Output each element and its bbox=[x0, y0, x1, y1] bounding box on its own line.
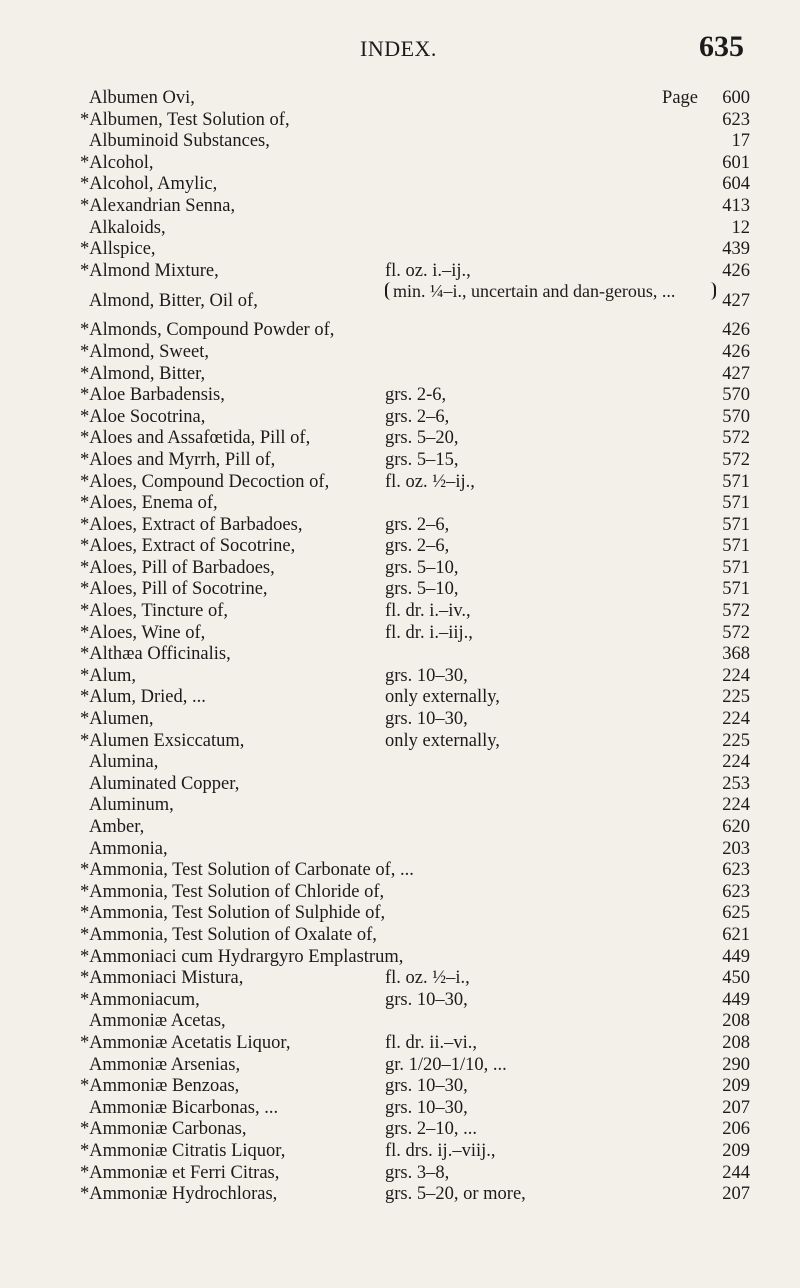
index-entry bbox=[80, 385, 750, 407]
entry-dose: fl. dr. ii.–vi., bbox=[385, 1032, 477, 1053]
index-entry bbox=[80, 925, 750, 947]
entry-page-number: 203 bbox=[722, 838, 750, 859]
entry-page-number: 426 bbox=[722, 320, 750, 341]
index-entries bbox=[80, 88, 750, 1206]
index-entry bbox=[80, 364, 750, 386]
index-entry bbox=[80, 709, 750, 731]
entry-page-number: 208 bbox=[722, 1032, 750, 1053]
entry-name: *Aloes, Pill of Socotrine, bbox=[80, 579, 268, 600]
entry-dose: grs. 5–15, bbox=[385, 449, 459, 470]
entry-dose: grs. 10–30, bbox=[385, 989, 468, 1010]
index-entry bbox=[80, 1098, 750, 1120]
index-entry bbox=[80, 882, 750, 904]
entry-name: *Ammoniæ et Ferri Citras, bbox=[80, 1162, 280, 1183]
index-entry bbox=[80, 752, 750, 774]
entry-dose: grs. 2–10, ... bbox=[385, 1119, 477, 1140]
index-entry bbox=[80, 558, 750, 580]
entry-page-number: 450 bbox=[722, 968, 750, 989]
entry-page-number: 623 bbox=[722, 860, 750, 881]
entry-page-number: 427 bbox=[722, 363, 750, 384]
index-entry bbox=[80, 903, 750, 925]
index-entry bbox=[80, 218, 750, 240]
index-entry bbox=[80, 153, 750, 175]
page-column-label: Page bbox=[662, 88, 698, 108]
entry-page-number: 571 bbox=[722, 514, 750, 535]
entry-dose: grs. 10–30, bbox=[385, 665, 468, 686]
index-entry bbox=[80, 968, 750, 990]
entry-page-number: 571 bbox=[722, 579, 750, 600]
entry-page-number: 601 bbox=[722, 152, 750, 173]
index-entry bbox=[80, 450, 750, 472]
entry-page-number: 368 bbox=[722, 644, 750, 665]
entry-name: *Ammoniæ Carbonas, bbox=[80, 1119, 247, 1140]
entry-name: *Almond, Sweet, bbox=[80, 341, 209, 362]
entry-dose: gr. 1/20–1/10, ... bbox=[385, 1054, 507, 1075]
entry-dose: grs. 3–8, bbox=[385, 1162, 450, 1183]
entry-name: Aluminum, bbox=[89, 795, 174, 816]
entry-page-number: 625 bbox=[722, 903, 750, 924]
index-entry bbox=[80, 1184, 750, 1206]
entry-page-number: 427 bbox=[722, 291, 750, 312]
entry-name: *Alexandrian Senna, bbox=[80, 195, 236, 216]
index-entry bbox=[80, 1076, 750, 1098]
entry-page-number: 17 bbox=[731, 131, 750, 152]
index-entry bbox=[80, 623, 750, 645]
entry-name: *Almonds, Compound Powder of, bbox=[80, 320, 335, 341]
index-entry bbox=[80, 1011, 750, 1033]
entry-name: *Aloes and Assafœtida, Pill of, bbox=[80, 428, 311, 449]
index-entry bbox=[80, 110, 750, 132]
entry-dose: fl. oz. ½–i., bbox=[385, 968, 470, 989]
index-entry bbox=[80, 536, 750, 558]
index-entry bbox=[80, 839, 750, 861]
entry-dose: grs. 2-6, bbox=[385, 385, 447, 406]
entry-name: *Albumen, Test Solution of, bbox=[80, 109, 290, 130]
entry-page-number: 604 bbox=[722, 174, 750, 195]
entry-name: *Allspice, bbox=[80, 239, 156, 260]
index-entry bbox=[80, 1119, 750, 1141]
entry-name: *Alumen Exsiccatum, bbox=[80, 730, 245, 751]
entry-page-number: 253 bbox=[722, 773, 750, 794]
entry-name: *Almond Mixture, bbox=[80, 260, 219, 281]
entry-dose: only externally, bbox=[385, 687, 500, 708]
index-entry bbox=[80, 261, 750, 283]
entry-dose: fl. drs. ij.–viij., bbox=[385, 1140, 496, 1161]
entry-name: Amber, bbox=[89, 817, 145, 837]
entry-page-number: 209 bbox=[722, 1076, 750, 1097]
entry-page-number: 208 bbox=[722, 1011, 750, 1032]
index-entry bbox=[80, 947, 750, 969]
entry-name: *Aloes and Myrrh, Pill of, bbox=[80, 449, 276, 470]
entry-dose: min. ¼–i., uncertain and dan-gerous, ... bbox=[385, 282, 716, 300]
entry-name: *Ammonia, Test Solution of Sulphide of, bbox=[80, 903, 386, 924]
entry-name: *Aloes, Wine of, bbox=[80, 622, 206, 643]
entry-name: *Alum, bbox=[80, 665, 137, 686]
entry-name: Ammoniæ Arsenias, bbox=[89, 1054, 241, 1075]
entry-page-number: 206 bbox=[722, 1119, 750, 1140]
index-entry bbox=[80, 407, 750, 429]
entry-name: Albumen Ovi, bbox=[89, 88, 195, 108]
entry-page-number: 413 bbox=[722, 195, 750, 216]
entry-page-number: 570 bbox=[722, 385, 750, 406]
entry-name: *Ammoniæ Acetatis Liquor, bbox=[80, 1032, 291, 1053]
index-entry bbox=[80, 644, 750, 666]
entry-page-number: 244 bbox=[722, 1162, 750, 1183]
index-entry bbox=[80, 320, 750, 342]
entry-page-number: 572 bbox=[722, 622, 750, 643]
entry-page-number: 623 bbox=[722, 881, 750, 902]
entry-dose: only externally, bbox=[385, 730, 500, 751]
entry-page-number: 572 bbox=[722, 601, 750, 622]
index-entry bbox=[80, 795, 750, 817]
entry-dose: grs. 10–30, bbox=[385, 1076, 468, 1097]
entry-name: *Almond, Bitter, bbox=[80, 363, 206, 384]
entry-page-number: 620 bbox=[722, 817, 750, 837]
entry-name: *Aloe Socotrina, bbox=[80, 406, 206, 427]
entry-name: *Alumen, bbox=[80, 709, 154, 730]
entry-page-number: 571 bbox=[722, 557, 750, 578]
entry-name: Ammoniæ Bicarbonas, ... bbox=[89, 1097, 279, 1118]
entry-page-number: 426 bbox=[722, 341, 750, 362]
entry-page-number: 224 bbox=[722, 665, 750, 686]
entry-name: *Ammonia, Test Solution of Carbonate of, ... bbox=[80, 860, 414, 881]
entry-name: *Aloes, Pill of Barbadoes, bbox=[80, 557, 275, 578]
index-entry bbox=[80, 196, 750, 218]
entry-page-number: 621 bbox=[722, 924, 750, 945]
index-entry bbox=[80, 817, 750, 839]
entry-name: *Ammonia, Test Solution of Oxalate of, bbox=[80, 924, 377, 945]
index-entry bbox=[80, 131, 750, 153]
entry-name: *Ammoniaci Mistura, bbox=[80, 968, 244, 989]
page-header bbox=[0, 30, 800, 70]
entry-name: Alkaloids, bbox=[89, 217, 166, 238]
entry-name: *Ammoniæ Benzoas, bbox=[80, 1076, 240, 1097]
index-entry bbox=[80, 1033, 750, 1055]
entry-dose: grs. 2–6, bbox=[385, 406, 450, 427]
entry-page-number: 449 bbox=[722, 989, 750, 1010]
entry-dose: fl. dr. i.–iv., bbox=[385, 601, 471, 622]
entry-dose: grs. 5–20, bbox=[385, 428, 459, 449]
running-title: INDEX. bbox=[360, 36, 437, 61]
entry-name: *Aloes, Compound Decoction of, bbox=[80, 471, 330, 492]
index-entry bbox=[80, 601, 750, 623]
entry-name: *Aloes, Extract of Socotrine, bbox=[80, 536, 296, 557]
entry-page-number: 571 bbox=[722, 493, 750, 514]
entry-name: *Aloes, Extract of Barbadoes, bbox=[80, 514, 303, 535]
index-entry bbox=[80, 428, 750, 450]
index-entry bbox=[80, 687, 750, 709]
entry-dose: grs. 2–6, bbox=[385, 514, 450, 535]
index-entry bbox=[80, 579, 750, 601]
entry-dose: grs. 10–30, bbox=[385, 1097, 468, 1118]
entry-page-number: 207 bbox=[722, 1184, 750, 1205]
index-entry bbox=[80, 472, 750, 494]
entry-page-number: 225 bbox=[722, 730, 750, 751]
entry-name: *Aloe Barbadensis, bbox=[80, 385, 225, 406]
entry-dose: grs. 5–20, or more, bbox=[385, 1184, 526, 1205]
index-entry bbox=[80, 239, 750, 261]
entry-name: Ammoniæ Acetas, bbox=[89, 1011, 226, 1032]
index-entry bbox=[80, 731, 750, 753]
entry-name: Alumina, bbox=[89, 752, 159, 773]
entry-name: *Ammoniacum, bbox=[80, 989, 200, 1010]
entry-page-number: 572 bbox=[722, 428, 750, 449]
index-entry bbox=[80, 342, 750, 364]
entry-name: *Aloes, Enema of, bbox=[80, 493, 218, 514]
index-entry bbox=[80, 1141, 750, 1163]
entry-name: *Althæa Officinalis, bbox=[80, 644, 231, 665]
index-entry bbox=[80, 860, 750, 882]
entry-dose: grs. 2–6, bbox=[385, 536, 450, 557]
page-number: 635 bbox=[699, 30, 744, 63]
entry-page-number: 449 bbox=[722, 946, 750, 967]
index-entry bbox=[80, 990, 750, 1012]
entry-page-number: 572 bbox=[722, 449, 750, 470]
entry-name: Almond, Bitter, Oil of, bbox=[89, 291, 258, 312]
entry-page-number: 600 bbox=[722, 88, 750, 108]
entry-dose: grs. 10–30, bbox=[385, 709, 468, 730]
entry-name: *Alcohol, bbox=[80, 152, 154, 173]
entry-name: Ammonia, bbox=[89, 838, 168, 859]
entry-name: *Alum, Dried, ... bbox=[80, 687, 206, 708]
entry-page-number: 570 bbox=[722, 406, 750, 427]
entry-name: *Ammoniæ Hydrochloras, bbox=[80, 1184, 278, 1205]
index-entry bbox=[80, 515, 750, 537]
index-entry bbox=[80, 774, 750, 796]
entry-page-number: 571 bbox=[722, 536, 750, 557]
entry-name: *Ammoniæ Citratis Liquor, bbox=[80, 1140, 286, 1161]
entry-dose: fl. dr. i.–iij., bbox=[385, 622, 473, 643]
entry-name: *Alcohol, Amylic, bbox=[80, 174, 218, 195]
entry-dose: grs. 5–10, bbox=[385, 579, 459, 600]
entry-page-number: 207 bbox=[722, 1097, 750, 1118]
index-entry bbox=[80, 666, 750, 688]
index-entry bbox=[80, 174, 750, 196]
entry-page-number: 224 bbox=[722, 795, 750, 816]
entry-page-number: 439 bbox=[722, 239, 750, 260]
index-entry bbox=[80, 1055, 750, 1077]
entry-name: *Ammoniaci cum Hydrargyro Emplastrum, bbox=[80, 946, 404, 967]
entry-dose: grs. 5–10, bbox=[385, 557, 459, 578]
entry-page-number: 12 bbox=[731, 217, 750, 238]
entry-name: *Aloes, Tincture of, bbox=[80, 601, 228, 622]
entry-dose: fl. oz. ½–ij., bbox=[385, 471, 475, 492]
entry-page-number: 224 bbox=[722, 709, 750, 730]
entry-page-number: 224 bbox=[722, 752, 750, 773]
index-entry bbox=[80, 1163, 750, 1185]
index-entry bbox=[80, 282, 750, 320]
entry-page-number: 571 bbox=[722, 471, 750, 492]
entry-dose: fl. oz. i.–ij., bbox=[385, 260, 471, 281]
index-entry bbox=[80, 88, 750, 110]
entry-page-number: 426 bbox=[722, 260, 750, 281]
index-entry bbox=[80, 493, 750, 515]
entry-page-number: 209 bbox=[722, 1140, 750, 1161]
entry-name: Albuminoid Substances, bbox=[89, 131, 270, 152]
entry-name: *Ammonia, Test Solution of Chloride of, bbox=[80, 881, 385, 902]
entry-name: Aluminated Copper, bbox=[89, 773, 240, 794]
entry-page-number: 623 bbox=[722, 109, 750, 130]
entry-page-number: 290 bbox=[722, 1054, 750, 1075]
entry-page-number: 225 bbox=[722, 687, 750, 708]
